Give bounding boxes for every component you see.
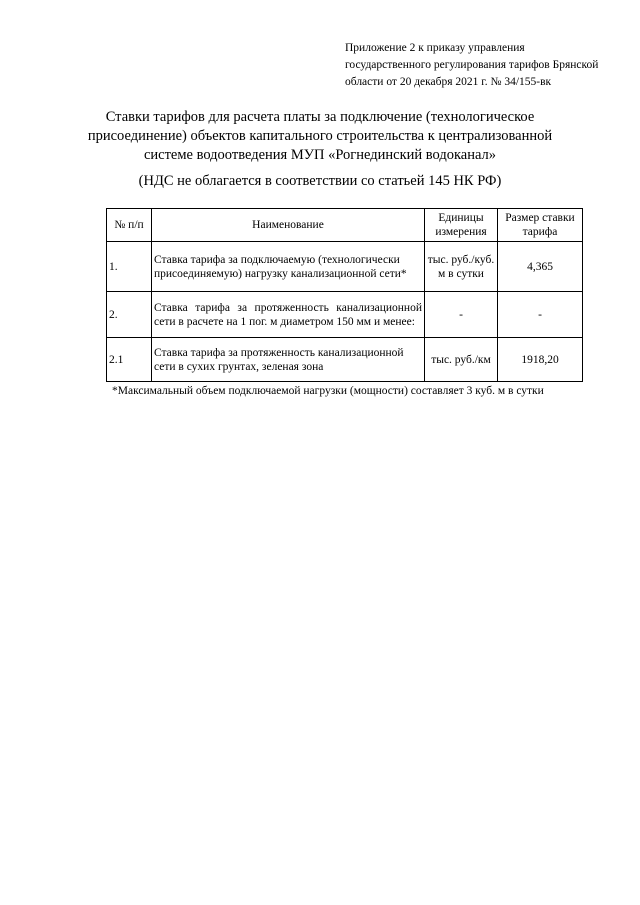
header-name: Наименование [152, 209, 425, 242]
row-value: - [498, 292, 583, 338]
appendix-line: области от 20 декабря 2021 г. № 34/155-вк [345, 76, 552, 88]
row-name: Ставка тарифа за протяженность канализационной сети в сухих грунтах, зеленая зона [152, 338, 425, 382]
title-line: Ставки тарифов для расчета платы за подключение (технологическое [105, 109, 535, 125]
vat-note: (НДС не облагается в соответствии со статьей 145 НК РФ) [138, 173, 502, 189]
row-number: 2.1 [107, 338, 152, 382]
appendix-reference [345, 40, 599, 91]
header-value: Размер ставки тарифа [498, 209, 583, 242]
table-header-row [107, 209, 583, 242]
footnote: *Максимальный объем подключаемой нагрузки (мощности) составляет 3 куб. м в сутки [112, 385, 544, 397]
tariff-table [106, 208, 583, 382]
title-line: присоединение) объектов капитального строительства к централизованной [87, 128, 553, 144]
header-number: № п/п [107, 209, 152, 242]
row-number: 1. [107, 242, 152, 292]
row-name: Ставка тарифа за протяженность канализационной сети в расчете на 1 пог. м диаметром 150 мм и менее: [152, 292, 425, 338]
row-value: 1918,20 [498, 338, 583, 382]
title-line: системе водоотведения МУП «Рогнединский водоканал» [143, 147, 497, 163]
row-unit: тыс. руб./куб. м в сутки [425, 242, 498, 292]
table-row [107, 292, 583, 338]
appendix-line: Приложение 2 к приказу управления [345, 42, 525, 54]
table-row [107, 242, 583, 292]
row-name: Ставка тарифа за подключаемую (технологически присоединяемую) нагрузку канализационной сети* [152, 242, 425, 292]
header-unit: Единицы измерения [425, 209, 498, 242]
appendix-line: государственного регулирования тарифов Брянской [345, 59, 599, 71]
row-number: 2. [107, 292, 152, 338]
row-unit: тыс. руб./км [425, 338, 498, 382]
document-title [60, 108, 580, 165]
row-unit: - [425, 292, 498, 338]
row-value: 4,365 [498, 242, 583, 292]
table-row [107, 338, 583, 382]
